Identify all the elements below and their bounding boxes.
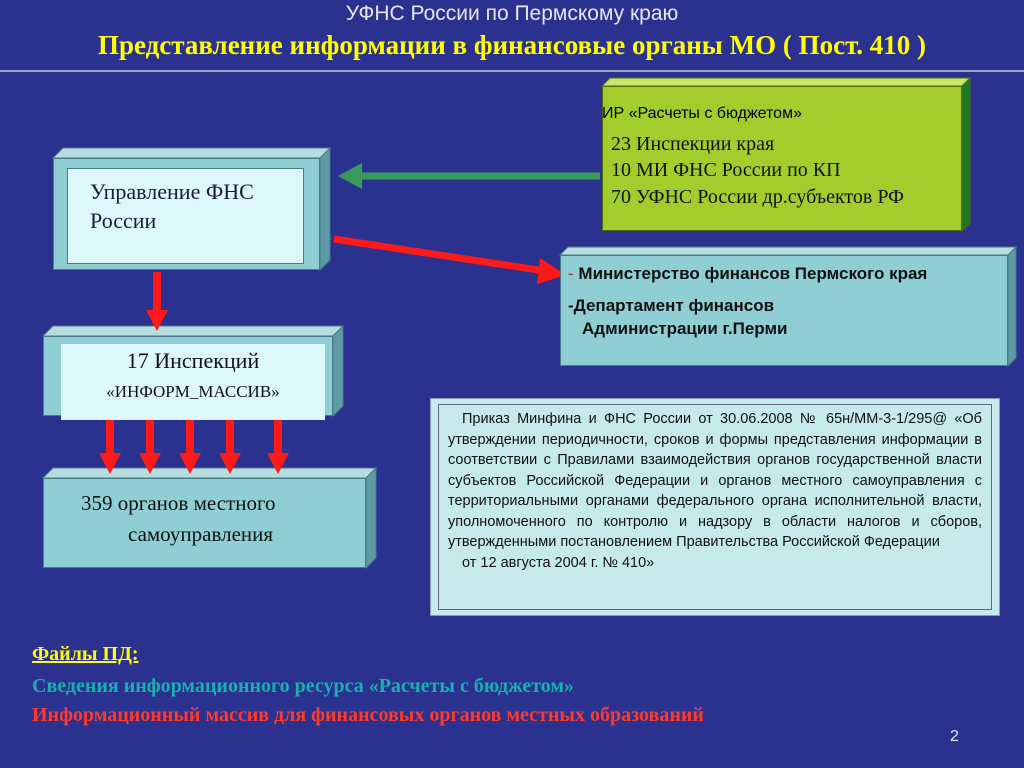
slide-title: Представление информации в финансовые органы МО ( Пост. 410 ) <box>97 30 927 60</box>
ir-line-1: 23 Инспекции края <box>611 133 775 155</box>
minfin-line-3: Администрации г.Перми <box>582 319 788 338</box>
ufns-line-1: Управление ФНС <box>90 179 254 204</box>
order-text: Приказ Минфина и ФНС России от 30.06.2008 № 65н/ММ-3-1/295@ «Об утверждении периодичности, сроков и формы представления информации в соответствии с Правилами взаимодействия органов государственной власти субъектов Российской Федерации и органов местного самоуправления с территориальными органами федерального органа исполнительной власти, уполномоченного по контролю и надзору в области налогов и сборов, утвержденными постановлением Правительства Российской Федерации <box>448 411 982 550</box>
inspections-line-1: 17 Инспекций <box>126 348 260 373</box>
minfin-line-2: -Департамент финансов <box>568 296 775 315</box>
minfin-bullet: - <box>568 264 574 283</box>
local-gov-line-1: 359 органов местного <box>81 491 276 515</box>
red-arrow-to-minfin <box>334 239 566 284</box>
local-gov-box <box>43 478 366 568</box>
ufns-box-inner <box>67 168 304 264</box>
files-line-1: Сведения информационного ресурса «Расчеты с бюджетом» <box>32 675 575 697</box>
ir-line-3: 70 УФНС России др.субъектов РФ <box>611 186 904 208</box>
green-arrow <box>338 163 600 189</box>
order-last-line: от 12 августа 2004 г. № 410» <box>462 554 655 571</box>
ufns-box <box>53 158 320 270</box>
header-org: УФНС России по Пермскому краю <box>345 2 679 25</box>
inspections-box <box>43 336 333 416</box>
inspections-box-inner <box>61 344 325 420</box>
ir-line-2: 10 МИ ФНС России по КП <box>611 159 841 181</box>
inspections-line-2: «ИНФОРМ_МАССИВ» <box>106 382 280 401</box>
ir-title: ИР «Расчеты с бюджетом» <box>602 105 802 122</box>
red-arrows-down <box>99 416 289 474</box>
order-box <box>430 398 1000 616</box>
red-arrow-down-main <box>146 272 168 331</box>
files-line-2: Информационный массив для финансовых органов местных образований <box>32 704 704 726</box>
slide-number: 2 <box>950 728 959 745</box>
ir-box <box>602 86 962 231</box>
minfin-line-1: Министерство финансов Пермского края <box>578 264 928 283</box>
local-gov-line-2: самоуправления <box>128 522 274 546</box>
files-label: Файлы ПД: <box>32 643 139 665</box>
minfin-box <box>560 255 1008 366</box>
ufns-line-2: России <box>90 208 157 233</box>
